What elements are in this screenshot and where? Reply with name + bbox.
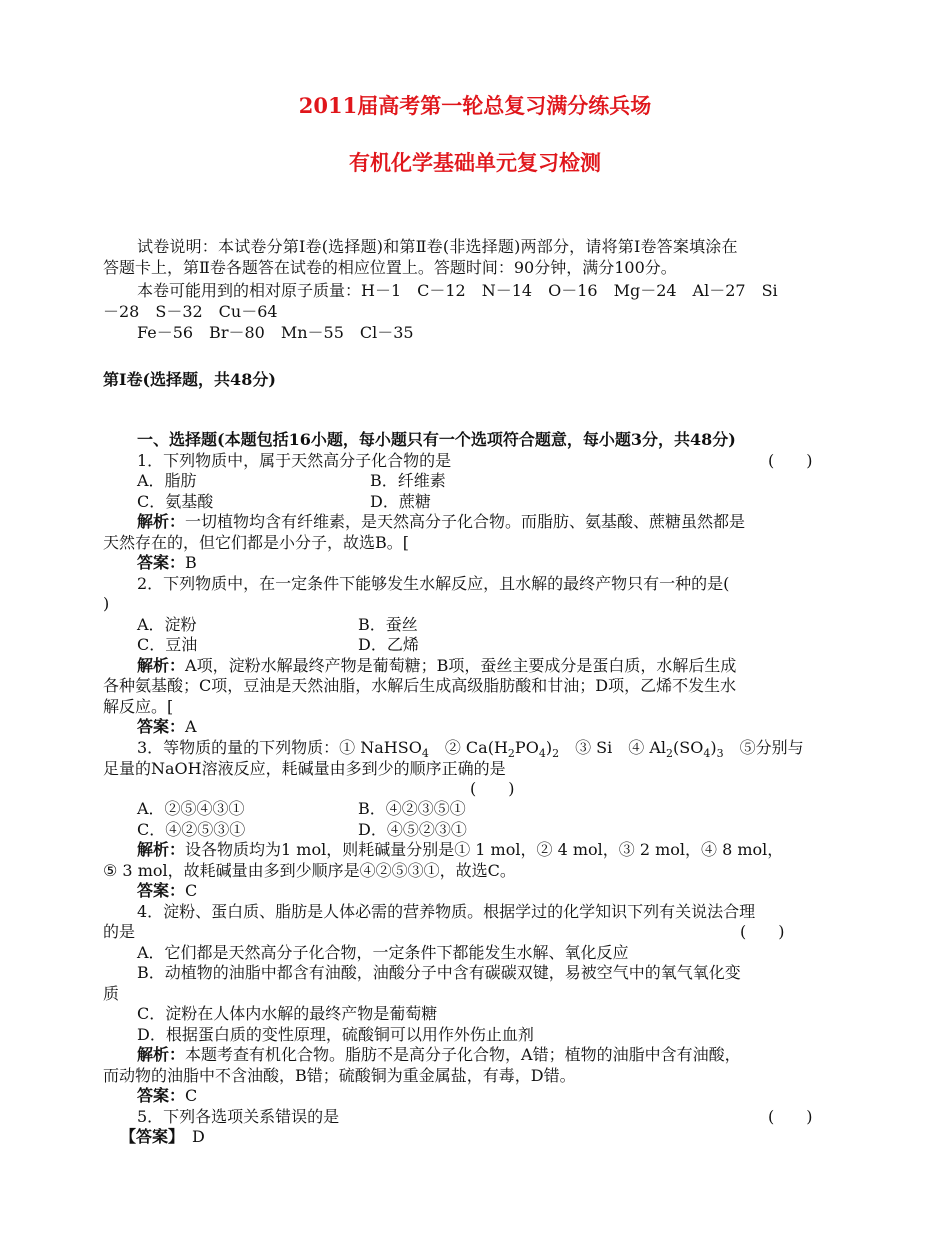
option-d: D．蔗糖: [370, 492, 431, 511]
answer-paren: ( ): [470, 779, 515, 798]
analysis-line: 解析：本题考查有机化合物。脂肪不是高分子化合物，A错；植物的油脂中含有油酸，: [137, 1045, 741, 1064]
question-stem: 2．下列物质中，在一定条件下能够发生水解反应，且水解的最终产物只有一种的是(: [137, 574, 730, 593]
part-title: 一、选择题(本题包括16小题，每小题只有一个选项符合题意，每小题3分，共48分): [137, 430, 736, 449]
option-a: A．淀粉: [137, 615, 197, 634]
option-a: A．脂肪: [137, 471, 197, 490]
answer-label: 答案：: [137, 717, 186, 736]
question-stem: 5．下列各选项关系错误的是: [137, 1107, 340, 1126]
answer-label: 答案：: [137, 1086, 186, 1105]
option-c: C．④②⑤③①: [137, 820, 246, 839]
analysis-line: 天然存在的，但它们都是小分子，故选B。[: [103, 533, 410, 552]
answer-line: 答案：C: [137, 881, 198, 900]
question-stem: 1．下列物质中，属于天然高分子化合物的是: [137, 451, 452, 470]
intro-line: 试卷说明：本试卷分第Ⅰ卷(选择题)和第Ⅱ卷(非选择题)两部分，请将第Ⅰ卷答案填涂在: [137, 237, 738, 256]
question-stem: ): [103, 594, 110, 613]
option-c: C．淀粉在人体内水解的最终产物是葡萄糖: [137, 1004, 438, 1023]
answer-label: 【答案】: [120, 1127, 177, 1146]
analysis-label: 解析：: [137, 1045, 186, 1064]
option-c: C．豆油: [137, 635, 198, 654]
question-stem: 足量的NaOH溶液反应，耗碱量由多到少的顺序正确的是: [103, 759, 506, 778]
document-subtitle: 有机化学基础单元复习检测: [349, 150, 601, 175]
intro-line: 本卷可能用到的相对原子质量：H－1 C－12 N－14 O－16 Mg－24 Al－27 Si: [137, 281, 778, 300]
option-a: A．②⑤④③①: [137, 799, 245, 818]
option-d: D．根据蛋白质的变性原理，硫酸铜可以用作外伤止血剂: [137, 1025, 534, 1044]
question-stem: 4．淀粉、蛋白质、脂肪是人体必需的营养物质。根据学过的化学知识下列有关说法合理: [137, 902, 756, 921]
option-c: C．氨基酸: [137, 492, 214, 511]
answer-line: 答案：C: [137, 1086, 198, 1105]
option-a: A．它们都是天然高分子化合物，一定条件下都能发生水解、氧化反应: [137, 943, 629, 962]
analysis-label: 解析：: [137, 512, 186, 531]
intro-line: －28 S－32 Cu－64: [103, 302, 278, 321]
answer-paren: ( ): [768, 1107, 813, 1126]
intro-line: Fe－56 Br－80 Mn－55 Cl－35: [137, 323, 414, 342]
analysis-line: 解析：一切植物均含有纤维素，是天然高分子化合物。而脂肪、氨基酸、蔗糖虽然都是: [137, 512, 746, 531]
question-stem: 3．等物质的量的下列物质：① NaHSO$_4$ ② $Ca(H_2PO_4)_2$ ③ Si ④ $Al_2(SO_4)_3$ ⑤分别与: [137, 738, 804, 761]
analysis-label: 解析：: [137, 656, 186, 675]
analysis-line: 解反应。[: [103, 697, 174, 716]
analysis-line: 解析：A项，淀粉水解最终产物是葡萄糖；B项，蚕丝主要成分是蛋白质，水解后生成: [137, 656, 737, 675]
answer-line: 【答案】 D: [120, 1127, 205, 1146]
answer-paren: ( ): [768, 451, 813, 470]
analysis-line: 各种氨基酸；C项，豆油是天然油脂，水解后生成高级脂肪酸和甘油；D项，乙烯不发生水: [103, 676, 737, 695]
answer-line: 答案：B: [137, 553, 197, 572]
analysis-line: ⑤ 3 mol，故耗碱量由多到少顺序是④②⑤③①，故选C。: [103, 861, 516, 880]
question-stem: 的是: [103, 922, 136, 941]
analysis-line: 解析：设各物质均为1 mol，则耗碱量分别是① 1 mol，② 4 mol，③ 2 mol，④ 8 mol，: [137, 840, 784, 859]
analysis-line: 而动物的油脂中不含油酸，B错；硫酸铜为重金属盐，有毒，D错。: [103, 1066, 576, 1085]
option-b: B．纤维素: [370, 471, 446, 490]
option-b: B．④②③⑤①: [358, 799, 466, 818]
option-b: B．蚕丝: [358, 615, 418, 634]
answer-label: 答案：: [137, 553, 186, 572]
answer-line: 答案：A: [137, 717, 197, 736]
section-title: 第Ⅰ卷(选择题，共48分): [103, 370, 276, 389]
analysis-label: 解析：: [137, 840, 186, 859]
option-b: B．动植物的油脂中都含有油酸，油酸分子中含有碳碳双键，易被空气中的氧气氧化变: [137, 963, 741, 982]
option-b: 质: [103, 984, 120, 1003]
answer-label: 答案：: [137, 881, 186, 900]
option-d: D．④⑤②③①: [358, 820, 467, 839]
answer-paren: ( ): [740, 922, 785, 941]
intro-line: 答题卡上，第Ⅱ卷各题答在试卷的相应位置上。答题时间：90分钟，满分100分。: [103, 258, 677, 277]
document-title: 2011届高考第一轮总复习满分练兵场: [298, 93, 652, 118]
option-d: D．乙烯: [358, 635, 419, 654]
